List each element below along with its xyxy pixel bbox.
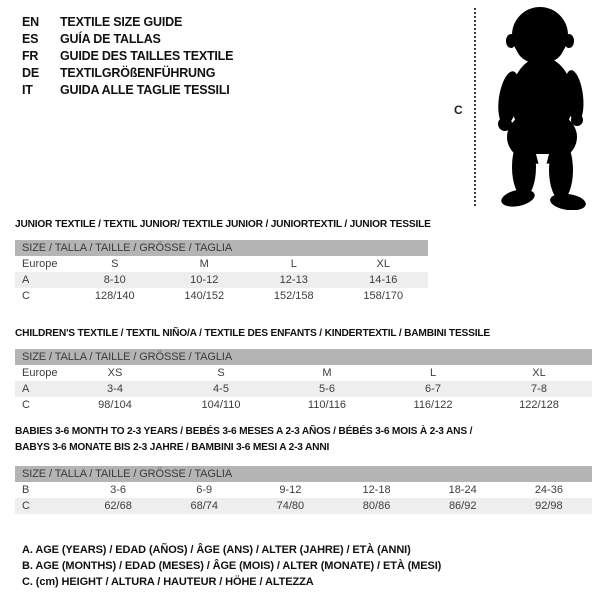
size-value-cell: 12-13: [279, 274, 308, 286]
size-value-cell: 3-4: [107, 383, 123, 395]
size-value-cell: 152/158: [273, 290, 314, 302]
size-value-cell: XS: [107, 367, 123, 379]
size-value-cell: 104/110: [201, 399, 241, 411]
babies-size-table: [15, 466, 592, 514]
size-value-cell: 128/140: [94, 290, 135, 302]
lang-code: ES: [22, 31, 39, 46]
size-value-cell: 14-16: [369, 274, 398, 286]
height-measure-label: C: [454, 103, 463, 117]
row-label-cell: A: [22, 274, 30, 286]
size-value-cell: XL: [532, 367, 546, 379]
row-label-cell: Europe: [22, 367, 58, 379]
size-value-cell: 74/80: [276, 500, 305, 512]
footnote-c: C. (cm) HEIGHT / ALTURA / HAUTEUR / HÖHE / ALTEZZA: [22, 576, 314, 588]
lang-row-it: [22, 81, 233, 98]
size-value-cell: 18-24: [448, 484, 477, 496]
size-value-cell: 8-10: [103, 274, 126, 286]
babies-textile-section: [15, 423, 592, 514]
size-header-row: [15, 349, 592, 365]
junior-table-title: JUNIOR TEXTILE / TEXTIL JUNIOR/ TEXTILE JUNIOR / JUNIORTEXTIL / JUNIOR TESSILE: [15, 218, 431, 230]
lang-row-en: [22, 13, 233, 30]
size-value-cell: 158/170: [363, 290, 404, 302]
size-value-cell: M: [199, 258, 209, 270]
size-value-cell: 98/104: [98, 399, 132, 411]
language-title-list: [22, 13, 233, 98]
size-value-cell: 80/86: [362, 500, 391, 512]
size-value-cell: 140/152: [184, 290, 225, 302]
lang-label: GUIDE DES TAILLES TEXTILE: [60, 48, 234, 63]
junior-size-table: [15, 240, 428, 304]
childrens-textile-section: [15, 326, 592, 413]
size-value-cell: 3-6: [110, 484, 127, 496]
lang-label: TEXTILGRÖßENFÜHRUNG: [60, 65, 216, 80]
table-row: [15, 498, 592, 514]
row-label-cell: B: [22, 484, 30, 496]
lang-code: EN: [22, 14, 39, 29]
size-value-cell: 10-12: [190, 274, 219, 286]
size-value-cell: 86/92: [448, 500, 477, 512]
footnote-a: A. AGE (YEARS) / EDAD (AÑOS) / ÂGE (ANS) / ALTER (JAHRE) / ETÀ (ANNI): [22, 544, 411, 556]
baby-figure: [452, 4, 600, 212]
legend-footnotes: [22, 542, 441, 590]
table-row: [15, 365, 592, 381]
size-value-cell: 110/116: [307, 399, 347, 411]
babies-table-title-line1: BABIES 3-6 MONTH TO 2-3 YEARS / BEBÉS 3-6 MESES A 2-3 AÑOS / BÉBÉS 3-6 MOIS À 2-3 ANS /: [15, 425, 473, 437]
row-label-cell: C: [22, 500, 30, 512]
lang-code: FR: [22, 48, 39, 63]
lang-row-de: [22, 64, 233, 81]
size-value-cell: S: [217, 367, 225, 379]
table-row: [15, 288, 428, 304]
size-value-cell: 5-6: [319, 383, 335, 395]
footnote-b: B. AGE (MONTHS) / EDAD (MESES) / ÂGE (MOIS) / ALTER (MONATE) / ETÀ (MESI): [22, 560, 442, 572]
row-label-cell: C: [22, 290, 30, 302]
size-value-cell: 6-9: [196, 484, 213, 496]
row-label-cell: C: [22, 399, 30, 411]
height-dotted-line: [474, 8, 476, 206]
size-header-cell: SIZE / TALLA / TAILLE / GRÖSSE / TAGLIA: [15, 466, 592, 482]
size-value-cell: L: [429, 367, 437, 379]
size-header-row: [15, 466, 592, 482]
size-value-cell: 4-5: [213, 383, 229, 395]
size-header-row: [15, 240, 428, 256]
lang-row-fr: [22, 47, 233, 64]
lang-row-es: [22, 30, 233, 47]
size-value-cell: M: [322, 367, 332, 379]
size-value-cell: 6-7: [425, 383, 441, 395]
size-header-cell: SIZE / TALLA / TAILLE / GRÖSSE / TAGLIA: [15, 349, 592, 365]
size-value-cell: XL: [376, 258, 390, 270]
table-row: [15, 381, 592, 397]
table-row: [15, 397, 592, 413]
childrens-table-title: CHILDREN'S TEXTILE / TEXTIL NIÑO/A / TEXTILE DES ENFANTS / KINDERTEXTIL / BAMBINI TESSILE: [15, 327, 491, 339]
size-value-cell: 7-8: [531, 383, 547, 395]
size-value-cell: 122/128: [519, 399, 559, 411]
lang-label: GUIDA ALLE TAGLIE TESSILI: [60, 82, 230, 97]
lang-label: TEXTILE SIZE GUIDE: [60, 14, 183, 29]
size-value-cell: 24-36: [534, 484, 563, 496]
size-value-cell: 92/98: [535, 500, 563, 512]
size-value-cell: 9-12: [279, 484, 302, 496]
lang-code: DE: [22, 65, 39, 80]
babies-table-title-line2: BABYS 3-6 MONATE BIS 2-3 JAHRE / BAMBINI 3-6 MESI A 2-3 ANNI: [15, 441, 330, 453]
size-header-cell: SIZE / TALLA / TAILLE / GRÖSSE / TAGLIA: [15, 240, 428, 256]
size-value-cell: 12-18: [362, 484, 391, 496]
size-value-cell: 116/122: [413, 399, 453, 411]
lang-code: IT: [22, 82, 33, 97]
size-value-cell: L: [290, 258, 297, 270]
table-row: [15, 256, 428, 272]
baby-silhouette-icon: [482, 4, 598, 210]
row-label-cell: A: [22, 383, 30, 395]
size-value-cell: 68/74: [190, 500, 218, 512]
row-label-cell: Europe: [22, 258, 58, 270]
size-value-cell: S: [111, 258, 119, 270]
table-row: [15, 482, 592, 498]
childrens-size-table: [15, 349, 592, 413]
junior-textile-section: [15, 217, 431, 304]
table-row: [15, 272, 428, 288]
size-value-cell: 62/68: [104, 500, 132, 512]
lang-label: GUÍA DE TALLAS: [60, 31, 161, 46]
